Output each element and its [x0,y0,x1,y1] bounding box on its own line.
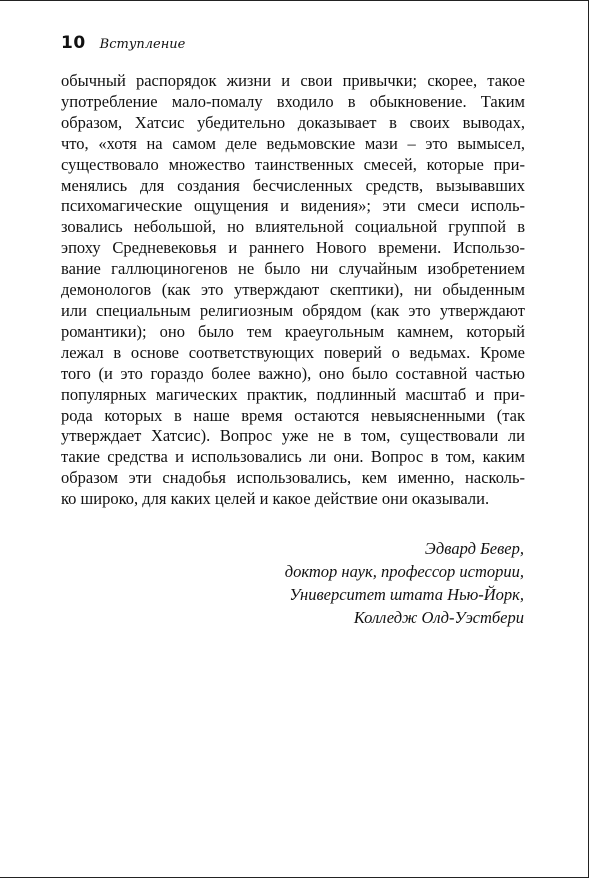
text-line: зовались небольшой, но влиятельной социальной группой в [61,217,525,237]
text-line: эпоху Средневековья и раннего Нового времени. Использо- [61,238,525,258]
text-line: утверждает Хатсис). Вопрос уже не в том, существовали ли [61,426,525,446]
author-college: Колледж Олд-Уэстбери [353,608,524,627]
author-name: Эдвард Бевер, [424,539,524,558]
text-line: существовало множество таинственных смесей, которые при- [61,154,525,174]
text-line: обычный распорядок жизни и свои привычки; скорее, такое [61,71,525,90]
text-line: демонологов (как это утверждают скептики), ни обыденным [61,280,525,300]
text-line: лежал в основе соответствующих поверий о ведьмах. Кроме [61,342,525,362]
section-title: Вступление [99,37,186,52]
text-line: менялись для создания бесчисленных средств, вызывавших [61,175,525,195]
text-line: такие средства и использовались ли они. Вопрос в том, каким [61,447,525,467]
text-line: что, «хотя на самом деле ведьмовские мази – это вымысел, [61,133,525,153]
body-paragraph [61,71,525,510]
page-number: 10 [61,33,86,53]
text-line: или специальным религиозным обрядом (как это утверждают [61,300,525,320]
text-line: того (и это гораздо более важно), оно было составной частью [61,363,525,383]
signature-block [285,537,524,629]
text-line: образом, Хатсис убедительно доказывает в своих выводах, [61,112,525,132]
text-line: употребление мало-помалу входило в обыкновение. Таким [61,91,525,111]
text-line: романтики); оно было тем краеугольным камнем, который [61,321,525,341]
text-line: рода которых в наше время остаются невыясненными (так [61,405,525,425]
text-line: психомагические ощущения и видения»; эти смеси исполь- [61,196,525,216]
text-line: образом эти снадобья использовались, кем именно, насколь- [61,468,525,488]
text-line: популярных магических практик, подлинный масштаб и при- [61,384,525,404]
text-line: ко широко, для каких целей и какое действие они оказывали. [61,489,490,509]
author-title: доктор наук, профессор истории, [284,562,524,581]
running-head [61,33,185,53]
author-university: Университет штата Нью-Йорк, [289,585,524,604]
text-line: вание галлюциногенов не было ни случайным изобретением [61,259,525,279]
